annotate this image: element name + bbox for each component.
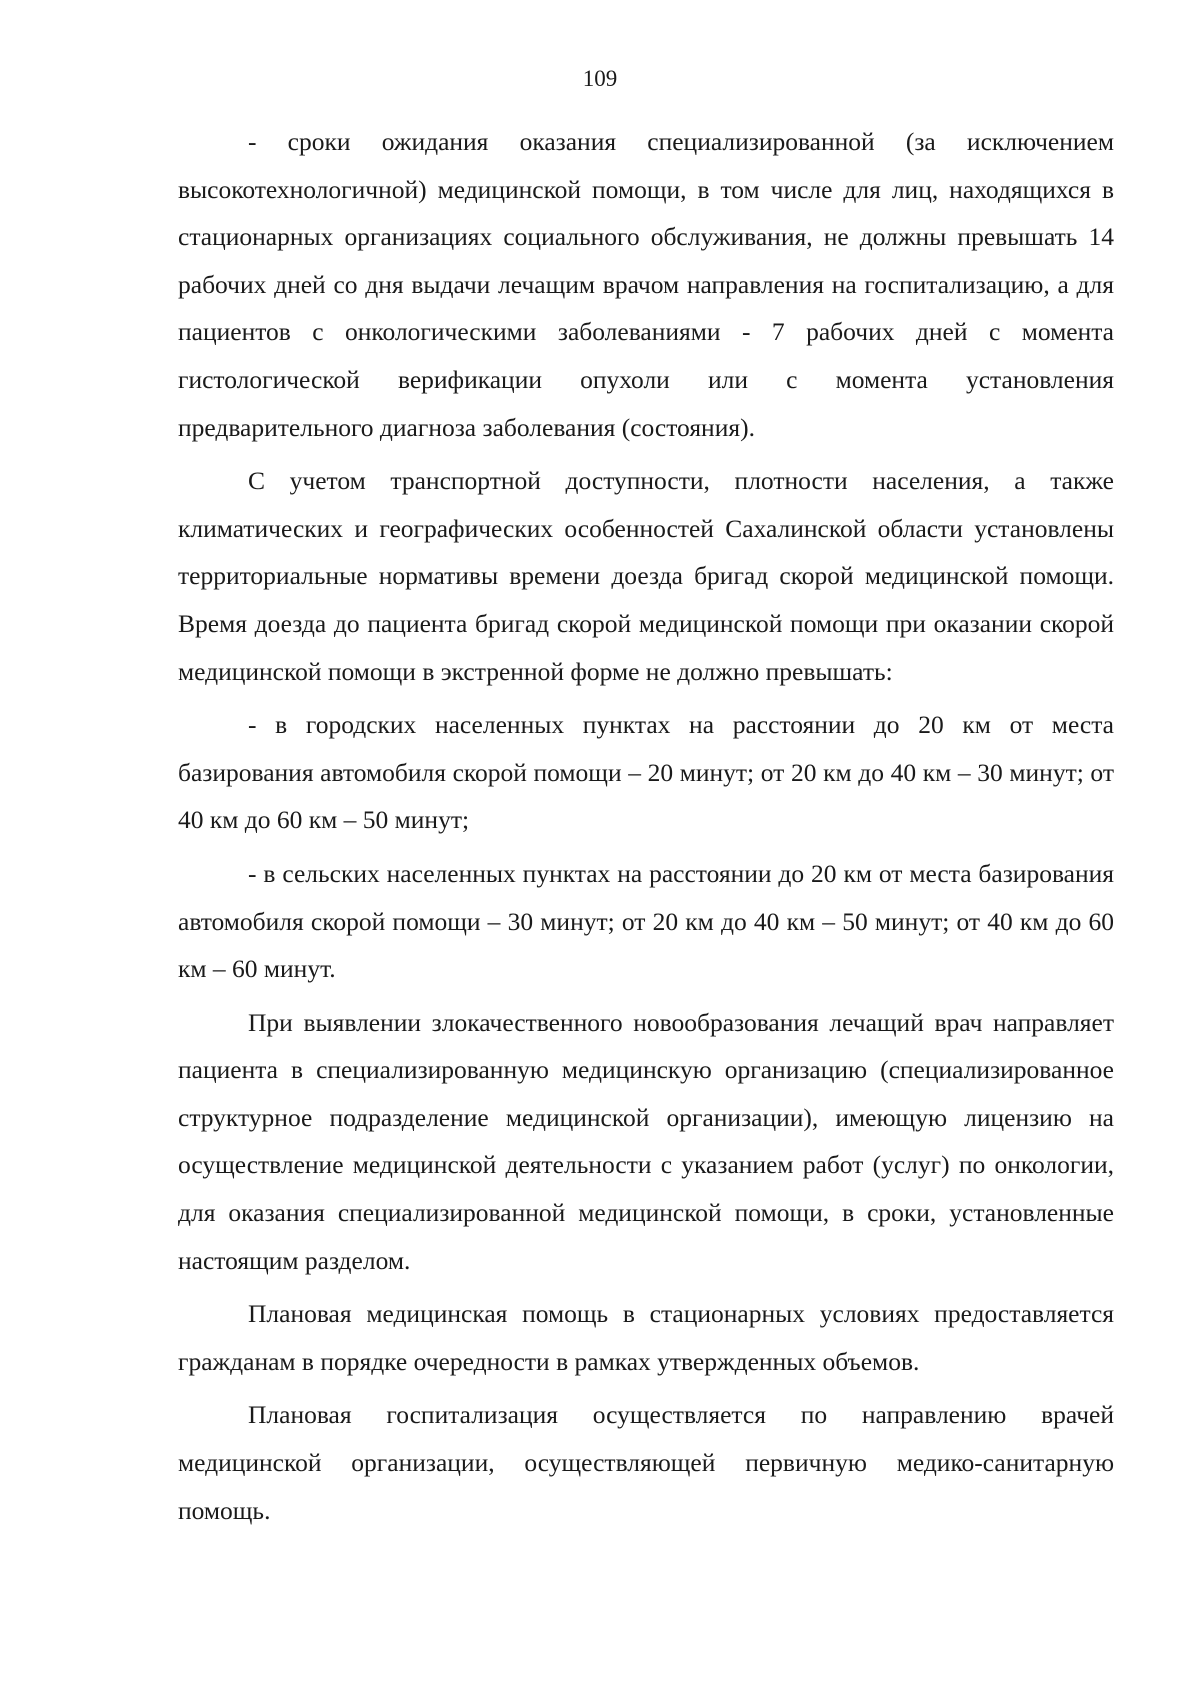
paragraph-planned-care: Плановая медицинская помощь в стационарных условиях предоставляется гражданам в порядке очередности в рамках утвержденных объемов. [178,1299,1114,1376]
paragraph-waiting-times: - сроки ожидания оказания специализированной (за исключением высокотехнологичной) медицинской помощи, в том числе для лиц, находящихся в стационарных организациях социального обслуживания, не должны превышать 14 рабочих дней со дня выдачи лечащим врачом направления на госпитализацию, а для пациентов с онкологическими заболеваниями - 7 рабочих дней с момента гистологической верификации опухоли или с момента установления предварительного диагноза заболевания (состояния). [178,127,1114,442]
paragraph-ambulance-standards: С учетом транспортной доступности, плотности населения, а также климатических и географических особенностей Сахалинской области установлены территориальные нормативы времени доезда бригад скорой медицинской помощи. Время доезда до пациента бригад скорой медицинской помощи при оказании скорой медицинской помощи в экстренной форме не должно превышать: [178,466,1114,686]
paragraph-planned-hospitalization: Плановая госпитализация осуществляется по направлению врачей медицинской организации, осуществляющей первичную медико-санитарную помощь. [178,1400,1114,1525]
page-number: 109 [582,66,618,91]
document-body [178,118,1114,1534]
paragraph-oncology-referral: При выявлении злокачественного новообразования лечащий врач направляет пациента в специализированную медицинскую организацию (специализированное структурное подразделение медицинской организации), имеющую лицензию на осуществление медицинской деятельности с указанием работ (услуг) по онкологии, для оказания специализированной медицинской помощи, в сроки, установленные настоящим разделом. [178,1007,1114,1275]
paragraph-urban-times: - в городских населенных пунктах на расстоянии до 20 км от места базирования автомобиля скорой помощи – 20 минут; от 20 км до 40 км – 30 минут; от 40 км до 60 км – 50 минут; [178,710,1114,835]
paragraph-rural-times: - в сельских населенных пунктах на расстоянии до 20 км от места базирования автомобиля скорой помощи – 30 минут; от 20 км до 40 км – 50 минут; от 40 км до 60 км – 60 минут. [178,858,1114,984]
